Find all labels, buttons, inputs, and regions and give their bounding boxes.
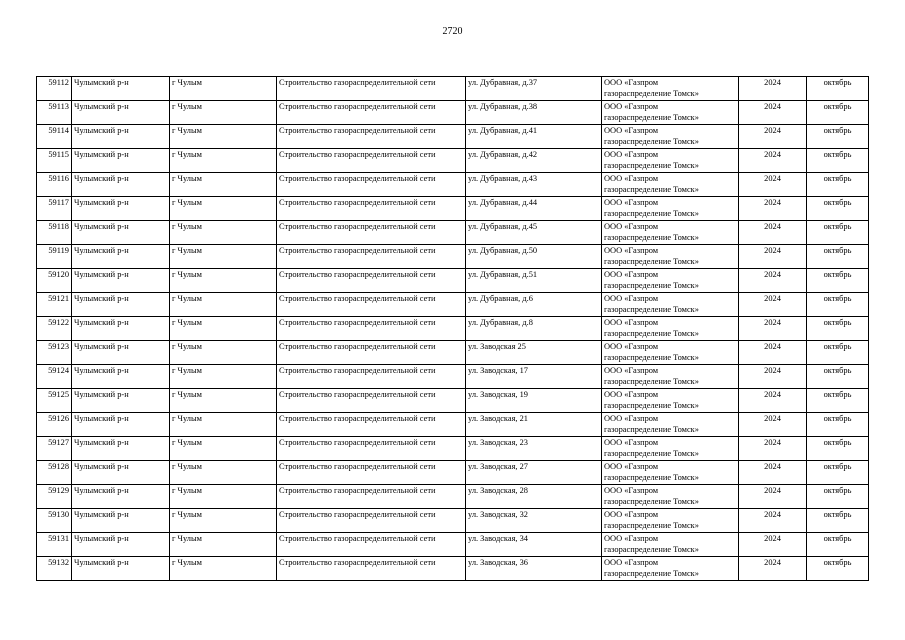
month-cell: октябрь: [807, 317, 869, 341]
month-cell: октябрь: [807, 125, 869, 149]
district-cell: Чулымский р-н: [72, 293, 170, 317]
row-number-cell: 59113: [37, 101, 72, 125]
year-cell: 2024: [739, 365, 807, 389]
table-row: [37, 485, 869, 509]
row-number-cell: 59131: [37, 533, 72, 557]
month-cell: октябрь: [807, 245, 869, 269]
year-cell: 2024: [739, 245, 807, 269]
organization-cell: [602, 557, 739, 581]
district-cell: Чулымский р-н: [72, 101, 170, 125]
table-row: [37, 101, 869, 125]
town-cell: г Чулым: [170, 245, 277, 269]
organization-line-2: газораспределение Томск»: [604, 497, 699, 506]
town-cell: г Чулым: [170, 197, 277, 221]
organization-line-2: газораспределение Томск»: [604, 425, 699, 434]
town-cell: г Чулым: [170, 365, 277, 389]
organization-line-1: ООО «Газпром: [604, 198, 659, 207]
row-number-cell: 59112: [37, 77, 72, 101]
address-cell: ул. Дубравная, д.37: [466, 77, 602, 101]
work-type-cell: Строительство газораспределительной сети: [277, 317, 466, 341]
address-cell: ул. Дубравная, д.50: [466, 245, 602, 269]
address-cell: ул. Дубравная, д.8: [466, 317, 602, 341]
address-cell: ул. Дубравная, д.6: [466, 293, 602, 317]
organization-cell: [602, 77, 739, 101]
row-number-cell: 59119: [37, 245, 72, 269]
organization-line-1: ООО «Газпром: [604, 462, 659, 471]
district-cell: Чулымский р-н: [72, 173, 170, 197]
town-cell: г Чулым: [170, 341, 277, 365]
month-cell: октябрь: [807, 221, 869, 245]
year-cell: 2024: [739, 389, 807, 413]
organization-line-2: газораспределение Томск»: [604, 473, 699, 482]
organization-line-2: газораспределение Томск»: [604, 521, 699, 530]
row-number-cell: 59127: [37, 437, 72, 461]
organization-line-2: газораспределение Томск»: [604, 161, 699, 170]
district-cell: Чулымский р-н: [72, 509, 170, 533]
month-cell: октябрь: [807, 389, 869, 413]
page-number: 2720: [442, 26, 463, 37]
address-cell: ул. Дубравная, д.43: [466, 173, 602, 197]
gas-network-schedule-table: [36, 76, 869, 581]
organization-cell: [602, 485, 739, 509]
organization-cell: [602, 293, 739, 317]
address-cell: ул. Дубравная, д.45: [466, 221, 602, 245]
organization-line-1: ООО «Газпром: [604, 78, 659, 87]
organization-line-1: ООО «Газпром: [604, 534, 659, 543]
work-type-cell: Строительство газораспределительной сети: [277, 149, 466, 173]
month-cell: октябрь: [807, 269, 869, 293]
organization-line-2: газораспределение Томск»: [604, 185, 699, 194]
address-cell: ул. Заводская, 21: [466, 413, 602, 437]
address-cell: ул. Заводская 25: [466, 341, 602, 365]
district-cell: Чулымский р-н: [72, 125, 170, 149]
row-number-cell: 59124: [37, 365, 72, 389]
table-row: [37, 389, 869, 413]
organization-cell: [602, 437, 739, 461]
month-cell: октябрь: [807, 77, 869, 101]
year-cell: 2024: [739, 149, 807, 173]
row-number-cell: 59129: [37, 485, 72, 509]
row-number-cell: 59120: [37, 269, 72, 293]
table-row: [37, 221, 869, 245]
table-row: [37, 365, 869, 389]
district-cell: Чулымский р-н: [72, 365, 170, 389]
year-cell: 2024: [739, 341, 807, 365]
organization-line-1: ООО «Газпром: [604, 102, 659, 111]
work-type-cell: Строительство газораспределительной сети: [277, 485, 466, 509]
work-type-cell: Строительство газораспределительной сети: [277, 389, 466, 413]
table-row: [37, 557, 869, 581]
address-cell: ул. Заводская, 36: [466, 557, 602, 581]
year-cell: 2024: [739, 293, 807, 317]
row-number-cell: 59116: [37, 173, 72, 197]
district-cell: Чулымский р-н: [72, 341, 170, 365]
address-cell: ул. Дубравная, д.41: [466, 125, 602, 149]
work-type-cell: Строительство газораспределительной сети: [277, 557, 466, 581]
town-cell: г Чулым: [170, 557, 277, 581]
district-cell: Чулымский р-н: [72, 389, 170, 413]
month-cell: октябрь: [807, 413, 869, 437]
address-cell: ул. Заводская, 34: [466, 533, 602, 557]
table-row: [37, 125, 869, 149]
town-cell: г Чулым: [170, 149, 277, 173]
table-row: [37, 77, 869, 101]
organization-line-1: ООО «Газпром: [604, 366, 659, 375]
month-cell: октябрь: [807, 437, 869, 461]
year-cell: 2024: [739, 461, 807, 485]
work-type-cell: Строительство газораспределительной сети: [277, 365, 466, 389]
work-type-cell: Строительство газораспределительной сети: [277, 461, 466, 485]
district-cell: Чулымский р-н: [72, 413, 170, 437]
district-cell: Чулымский р-н: [72, 77, 170, 101]
work-type-cell: Строительство газораспределительной сети: [277, 101, 466, 125]
town-cell: г Чулым: [170, 269, 277, 293]
table-row: [37, 437, 869, 461]
month-cell: октябрь: [807, 149, 869, 173]
month-cell: октябрь: [807, 509, 869, 533]
work-type-cell: Строительство газораспределительной сети: [277, 245, 466, 269]
row-number-cell: 59132: [37, 557, 72, 581]
organization-line-2: газораспределение Томск»: [604, 257, 699, 266]
district-cell: Чулымский р-н: [72, 149, 170, 173]
organization-line-2: газораспределение Томск»: [604, 329, 699, 338]
district-cell: Чулымский р-н: [72, 197, 170, 221]
table-row: [37, 317, 869, 341]
year-cell: 2024: [739, 173, 807, 197]
district-cell: Чулымский р-н: [72, 317, 170, 341]
organization-line-2: газораспределение Томск»: [604, 233, 699, 242]
organization-line-2: газораспределение Томск»: [604, 281, 699, 290]
organization-line-1: ООО «Газпром: [604, 318, 659, 327]
address-cell: ул. Заводская, 27: [466, 461, 602, 485]
row-number-cell: 59123: [37, 341, 72, 365]
address-cell: ул. Заводская, 19: [466, 389, 602, 413]
row-number-cell: 59121: [37, 293, 72, 317]
town-cell: г Чулым: [170, 293, 277, 317]
organization-line-2: газораспределение Томск»: [604, 137, 699, 146]
organization-cell: [602, 101, 739, 125]
table-row: [37, 197, 869, 221]
row-number-cell: 59114: [37, 125, 72, 149]
organization-cell: [602, 365, 739, 389]
year-cell: 2024: [739, 101, 807, 125]
organization-line-2: газораспределение Томск»: [604, 401, 699, 410]
organization-line-2: газораспределение Томск»: [604, 209, 699, 218]
month-cell: октябрь: [807, 461, 869, 485]
organization-line-1: ООО «Газпром: [604, 342, 659, 351]
work-type-cell: Строительство газораспределительной сети: [277, 77, 466, 101]
organization-cell: [602, 221, 739, 245]
row-number-cell: 59130: [37, 509, 72, 533]
town-cell: г Чулым: [170, 461, 277, 485]
year-cell: 2024: [739, 509, 807, 533]
organization-cell: [602, 197, 739, 221]
organization-line-2: газораспределение Томск»: [604, 113, 699, 122]
work-type-cell: Строительство газораспределительной сети: [277, 197, 466, 221]
organization-line-1: ООО «Газпром: [604, 486, 659, 495]
district-cell: Чулымский р-н: [72, 557, 170, 581]
organization-line-2: газораспределение Томск»: [604, 545, 699, 554]
organization-cell: [602, 149, 739, 173]
work-type-cell: Строительство газораспределительной сети: [277, 173, 466, 197]
month-cell: октябрь: [807, 173, 869, 197]
town-cell: г Чулым: [170, 221, 277, 245]
month-cell: октябрь: [807, 101, 869, 125]
organization-line-2: газораспределение Томск»: [604, 353, 699, 362]
work-type-cell: Строительство газораспределительной сети: [277, 125, 466, 149]
district-cell: Чулымский р-н: [72, 461, 170, 485]
town-cell: г Чулым: [170, 101, 277, 125]
table-body: [37, 77, 869, 581]
table-row: [37, 293, 869, 317]
month-cell: октябрь: [807, 197, 869, 221]
town-cell: г Чулым: [170, 389, 277, 413]
row-number-cell: 59126: [37, 413, 72, 437]
district-cell: Чулымский р-н: [72, 245, 170, 269]
organization-line-1: ООО «Газпром: [604, 390, 659, 399]
row-number-cell: 59118: [37, 221, 72, 245]
month-cell: октябрь: [807, 365, 869, 389]
month-cell: октябрь: [807, 293, 869, 317]
organization-line-1: ООО «Газпром: [604, 126, 659, 135]
town-cell: г Чулым: [170, 317, 277, 341]
work-type-cell: Строительство газораспределительной сети: [277, 221, 466, 245]
organization-cell: [602, 413, 739, 437]
year-cell: 2024: [739, 437, 807, 461]
district-cell: Чулымский р-н: [72, 437, 170, 461]
organization-cell: [602, 125, 739, 149]
organization-line-1: ООО «Газпром: [604, 222, 659, 231]
table-row: [37, 509, 869, 533]
town-cell: г Чулым: [170, 173, 277, 197]
address-cell: ул. Заводская, 23: [466, 437, 602, 461]
row-number-cell: 59115: [37, 149, 72, 173]
table-row: [37, 341, 869, 365]
year-cell: 2024: [739, 485, 807, 509]
organization-line-1: ООО «Газпром: [604, 150, 659, 159]
month-cell: октябрь: [807, 533, 869, 557]
address-cell: ул. Дубравная, д.51: [466, 269, 602, 293]
year-cell: 2024: [739, 269, 807, 293]
organization-line-2: газораспределение Томск»: [604, 89, 699, 98]
district-cell: Чулымский р-н: [72, 533, 170, 557]
organization-line-2: газораспределение Томск»: [604, 305, 699, 314]
organization-line-1: ООО «Газпром: [604, 294, 659, 303]
organization-cell: [602, 173, 739, 197]
table-row: [37, 413, 869, 437]
organization-line-2: газораспределение Томск»: [604, 569, 699, 578]
work-type-cell: Строительство газораспределительной сети: [277, 413, 466, 437]
table-row: [37, 173, 869, 197]
year-cell: 2024: [739, 413, 807, 437]
organization-line-2: газораспределение Томск»: [604, 449, 699, 458]
organization-line-1: ООО «Газпром: [604, 558, 659, 567]
organization-line-1: ООО «Газпром: [604, 174, 659, 183]
organization-line-1: ООО «Газпром: [604, 510, 659, 519]
town-cell: г Чулым: [170, 413, 277, 437]
address-cell: ул. Заводская, 28: [466, 485, 602, 509]
address-cell: ул. Дубравная, д.44: [466, 197, 602, 221]
year-cell: 2024: [739, 317, 807, 341]
town-cell: г Чулым: [170, 485, 277, 509]
year-cell: 2024: [739, 533, 807, 557]
work-type-cell: Строительство газораспределительной сети: [277, 341, 466, 365]
organization-cell: [602, 389, 739, 413]
table-row: [37, 149, 869, 173]
month-cell: октябрь: [807, 341, 869, 365]
table-row: [37, 245, 869, 269]
organization-line-1: ООО «Газпром: [604, 414, 659, 423]
town-cell: г Чулым: [170, 533, 277, 557]
year-cell: 2024: [739, 77, 807, 101]
row-number-cell: 59125: [37, 389, 72, 413]
organization-cell: [602, 245, 739, 269]
address-cell: ул. Дубравная, д.42: [466, 149, 602, 173]
table-row: [37, 533, 869, 557]
town-cell: г Чулым: [170, 125, 277, 149]
organization-cell: [602, 533, 739, 557]
work-type-cell: Строительство газораспределительной сети: [277, 293, 466, 317]
town-cell: г Чулым: [170, 437, 277, 461]
organization-line-1: ООО «Газпром: [604, 438, 659, 447]
month-cell: октябрь: [807, 557, 869, 581]
work-type-cell: Строительство газораспределительной сети: [277, 437, 466, 461]
row-number-cell: 59122: [37, 317, 72, 341]
row-number-cell: 59117: [37, 197, 72, 221]
address-cell: ул. Заводская, 32: [466, 509, 602, 533]
address-cell: ул. Дубравная, д.38: [466, 101, 602, 125]
table-row: [37, 269, 869, 293]
year-cell: 2024: [739, 125, 807, 149]
organization-line-2: газораспределение Томск»: [604, 377, 699, 386]
district-cell: Чулымский р-н: [72, 269, 170, 293]
district-cell: Чулымский р-н: [72, 485, 170, 509]
organization-line-1: ООО «Газпром: [604, 270, 659, 279]
organization-cell: [602, 317, 739, 341]
town-cell: г Чулым: [170, 509, 277, 533]
town-cell: г Чулым: [170, 77, 277, 101]
work-type-cell: Строительство газораспределительной сети: [277, 509, 466, 533]
organization-line-1: ООО «Газпром: [604, 246, 659, 255]
year-cell: 2024: [739, 221, 807, 245]
organization-cell: [602, 461, 739, 485]
work-type-cell: Строительство газораспределительной сети: [277, 533, 466, 557]
organization-cell: [602, 509, 739, 533]
month-cell: октябрь: [807, 485, 869, 509]
year-cell: 2024: [739, 557, 807, 581]
row-number-cell: 59128: [37, 461, 72, 485]
organization-cell: [602, 269, 739, 293]
work-type-cell: Строительство газораспределительной сети: [277, 269, 466, 293]
year-cell: 2024: [739, 197, 807, 221]
district-cell: Чулымский р-н: [72, 221, 170, 245]
table-row: [37, 461, 869, 485]
address-cell: ул. Заводская, 17: [466, 365, 602, 389]
organization-cell: [602, 341, 739, 365]
